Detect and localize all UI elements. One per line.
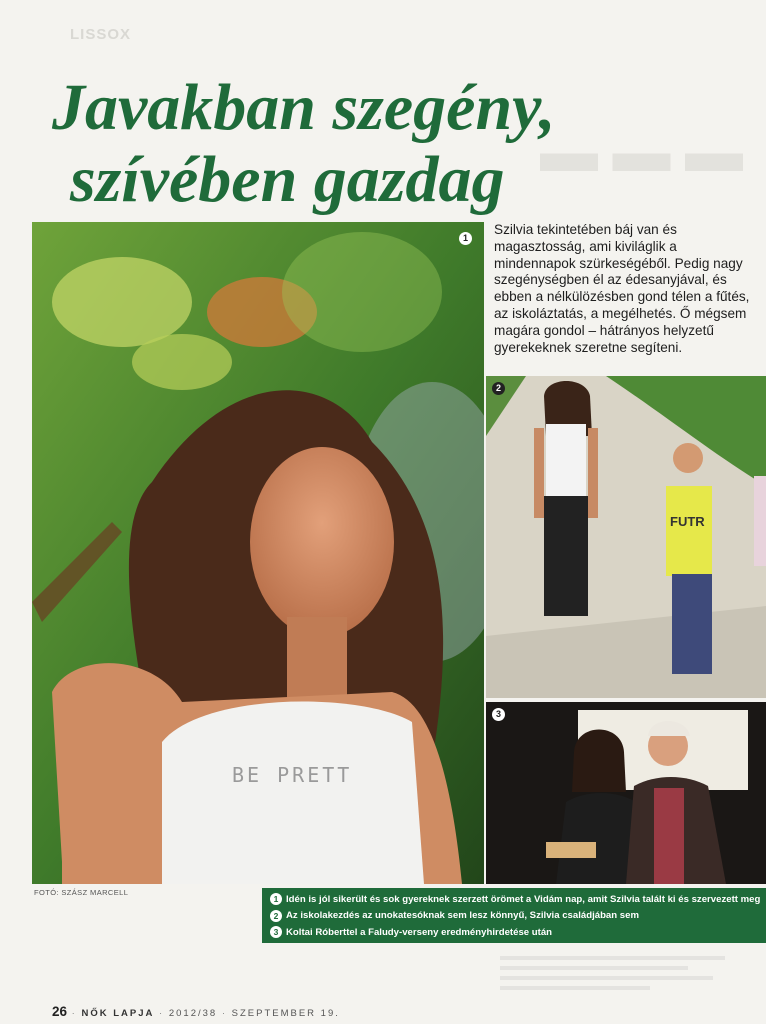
shirt-text-2: FUTR (670, 514, 705, 529)
photo-girl-portrait (32, 222, 484, 884)
lead-line: gyerekeknek szeretne segíteni. (494, 339, 683, 355)
caption-item (270, 891, 766, 908)
lead-line: ebben a nélkülözésben gond télen a fűtés, (494, 289, 750, 305)
article-title (52, 72, 652, 216)
issue-number: 2012/38 (168, 1008, 218, 1019)
page-number: 26 (52, 1004, 68, 1019)
photo-number-1: 1 (459, 232, 472, 245)
ghost-background-shape: ▬ ▬ ▬ (540, 119, 743, 184)
title-line-2: szívében gazdag (70, 143, 505, 216)
ghost-header-text: LISSOX (70, 26, 132, 43)
captions-box (262, 888, 766, 943)
lead-paragraph (494, 222, 766, 356)
title-line-1: Javakban szegény, (52, 71, 556, 144)
caption-item (270, 924, 766, 941)
caption-text: Az iskolakezdés az unokatesóknak sem lesz könnyű, Szilvia családjában sem (286, 910, 639, 922)
lead-line: Szilvia tekintetében báj van és (494, 222, 677, 237)
footer-separator: · (221, 1008, 232, 1019)
photo-credit: FOTÓ: SZÁSZ MARCELL (34, 888, 129, 897)
magazine-name: NŐK LAPJA (81, 1008, 155, 1019)
footer-separator: · (159, 1008, 169, 1019)
caption-number: 1 (270, 893, 282, 905)
caption-text: Idén is jól sikerült és sok gyereknek szerzett örömet a Vidám nap, amit Szilvia talált ki és szervezett meg (286, 893, 761, 905)
photo-number-2: 2 (492, 382, 505, 395)
lead-line: az iskoláztatás, a megélhetés. Ő mégsem (494, 305, 747, 321)
photo-number-3: 3 (492, 708, 505, 721)
photo-award-ceremony (486, 702, 766, 884)
photo-walking-children (486, 376, 766, 698)
bleed-through-text (500, 956, 750, 996)
footer-separator: · (71, 1008, 82, 1019)
issue-date: SZEPTEMBER 19. (231, 1008, 340, 1019)
lead-line: magára gondol – hátrányos helyzetű (494, 322, 714, 338)
lead-line: szegénységben él az édesanyjával, és (494, 272, 727, 288)
shirt-text-1: BE PRETT (232, 763, 353, 787)
caption-item (270, 908, 766, 925)
caption-text: Koltai Róberttel a Faludy-verseny eredményhirdetése után (286, 926, 553, 938)
lead-line: mindennapok szürkeségéből. Pedig nagy (494, 255, 743, 271)
caption-number: 3 (270, 926, 282, 938)
lead-line: magasztosság, ami kiviláglik a (494, 238, 677, 254)
caption-number: 2 (270, 910, 282, 922)
page-footer (52, 1004, 340, 1019)
